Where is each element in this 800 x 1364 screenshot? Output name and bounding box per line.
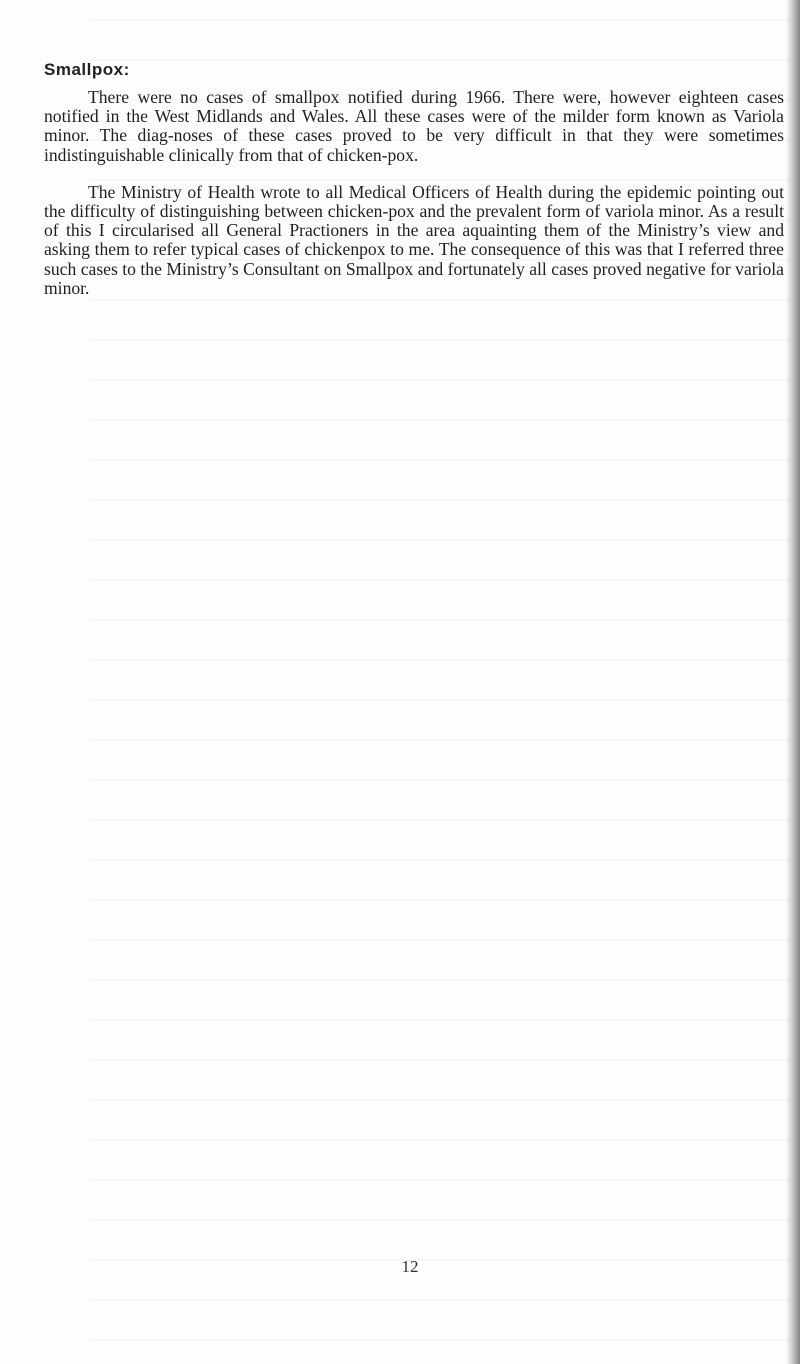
page-number: 12: [401, 1257, 419, 1276]
page-edge-shadow: [786, 0, 800, 1364]
paragraph-1: There were no cases of smallpox notified during 1966. There were, however eighteen cases notified in the West Midlands and Wales. All these cases were of the milder form known as Variola minor. The diag-noses of these cases proved to be very difficult in that they were sometimes indistinguishable clinically from that of chicken-pox.: [44, 87, 784, 165]
section-heading: Smallpox:: [44, 60, 130, 79]
paragraph-2: The Ministry of Health wrote to all Medical Officers of Health during the epidemic pointing out the difficulty of distinguishing between chicken-pox and the prevalent form of variola minor. As a result of this I circularised all General Practioners in the area aquainting them of the Ministry’s view and asking them to refer typical cases of chickenpox to me. The consequence of this was that I referred three such cases to the Ministry’s Consultant on Smallpox and fortunately all cases proved negative for variola minor.: [44, 181, 784, 298]
body-text: [44, 88, 784, 316]
